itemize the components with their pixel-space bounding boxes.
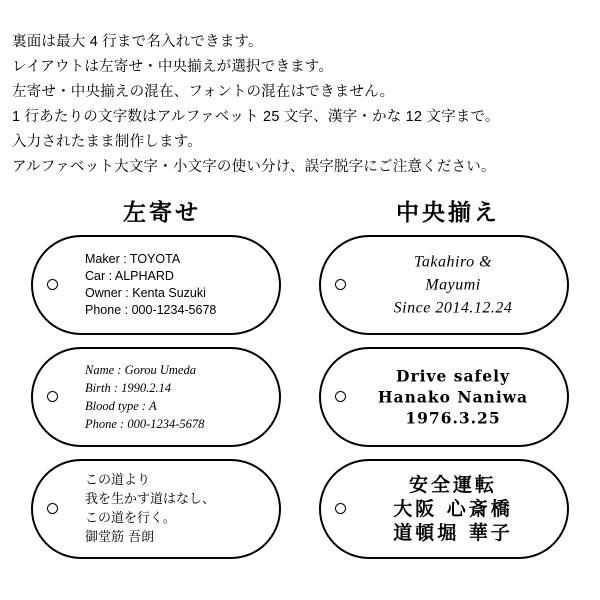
tag-sample [31,459,281,559]
tag-line: Phone : 000-1234-5678 [85,303,217,317]
tag-line: Drive safely [396,366,510,386]
heading-left-align: 左寄せ [123,199,201,225]
tag-line: この道を行く。 [85,511,176,526]
left-align-column [12,235,300,571]
tag-sample [319,235,569,335]
tag-line: Mayumi [425,276,481,294]
hole-icon [335,279,346,290]
note-line: 1 行あたりの文字数はアルファベット 25 文字、漢字・かな 12 文字まで。 [12,109,500,125]
tag-line: 安全運転 [408,474,497,496]
tag-samples-grid [12,235,588,571]
tag-sample [31,235,281,335]
instruction-notes [12,30,588,180]
hole-icon [47,503,58,514]
note-line: 入力されたまま制作します。 [12,134,202,150]
tag-line: 大阪 心斎橋 [393,498,513,520]
tag-text-block [67,361,263,433]
center-align-column [300,235,588,571]
note-line: 裏面は最大 4 行まで名入れできます。 [12,34,263,50]
tag-line: Since 2014.12.24 [393,299,513,317]
hole-icon [47,391,58,402]
note-line: アルファベット大文字・小文字の使い分け、誤字脱字にご注意ください。 [12,159,496,175]
tag-line: Car : ALPHARD [85,269,174,283]
tag-line: Name : Gorou Umeda [85,363,196,377]
tag-line: 我を生かす道はなし、 [85,492,216,507]
tag-line: 1976.3.25 [405,408,501,428]
tag-line: Maker : TOYOTA [85,252,181,266]
tag-line: Phone : 000-1234-5678 [85,417,205,431]
note-line: レイアウトは左寄せ・中央揃えが選択できます。 [12,59,334,75]
tag-text-block [355,473,551,545]
column-headings [12,194,588,227]
tag-line: Owner : Kenta Suzuki [85,286,206,300]
tag-line: 御堂筋 吾朗 [85,530,155,545]
heading-center-align: 中央揃え [396,199,500,225]
tag-text-block [67,471,263,547]
hole-icon [335,503,346,514]
tag-line: Takahiro & [413,253,493,271]
tag-line: Birth : 1990.2.14 [85,381,172,395]
tag-text-block [355,251,551,320]
tag-line: Hanako Naniwa [377,387,529,407]
tag-line: Blood type : A [85,399,157,413]
hole-icon [335,391,346,402]
tag-text-block [67,251,263,319]
note-line: 左寄せ・中央揃えの混在、フォントの混在はできません。 [12,84,395,100]
tag-sample [31,347,281,447]
tag-text-block [355,366,551,429]
tag-line: この道より [85,473,151,488]
tag-sample [319,347,569,447]
hole-icon [47,279,58,290]
tag-sample [319,459,569,559]
tag-line: 道頓堀 華子 [393,522,513,544]
